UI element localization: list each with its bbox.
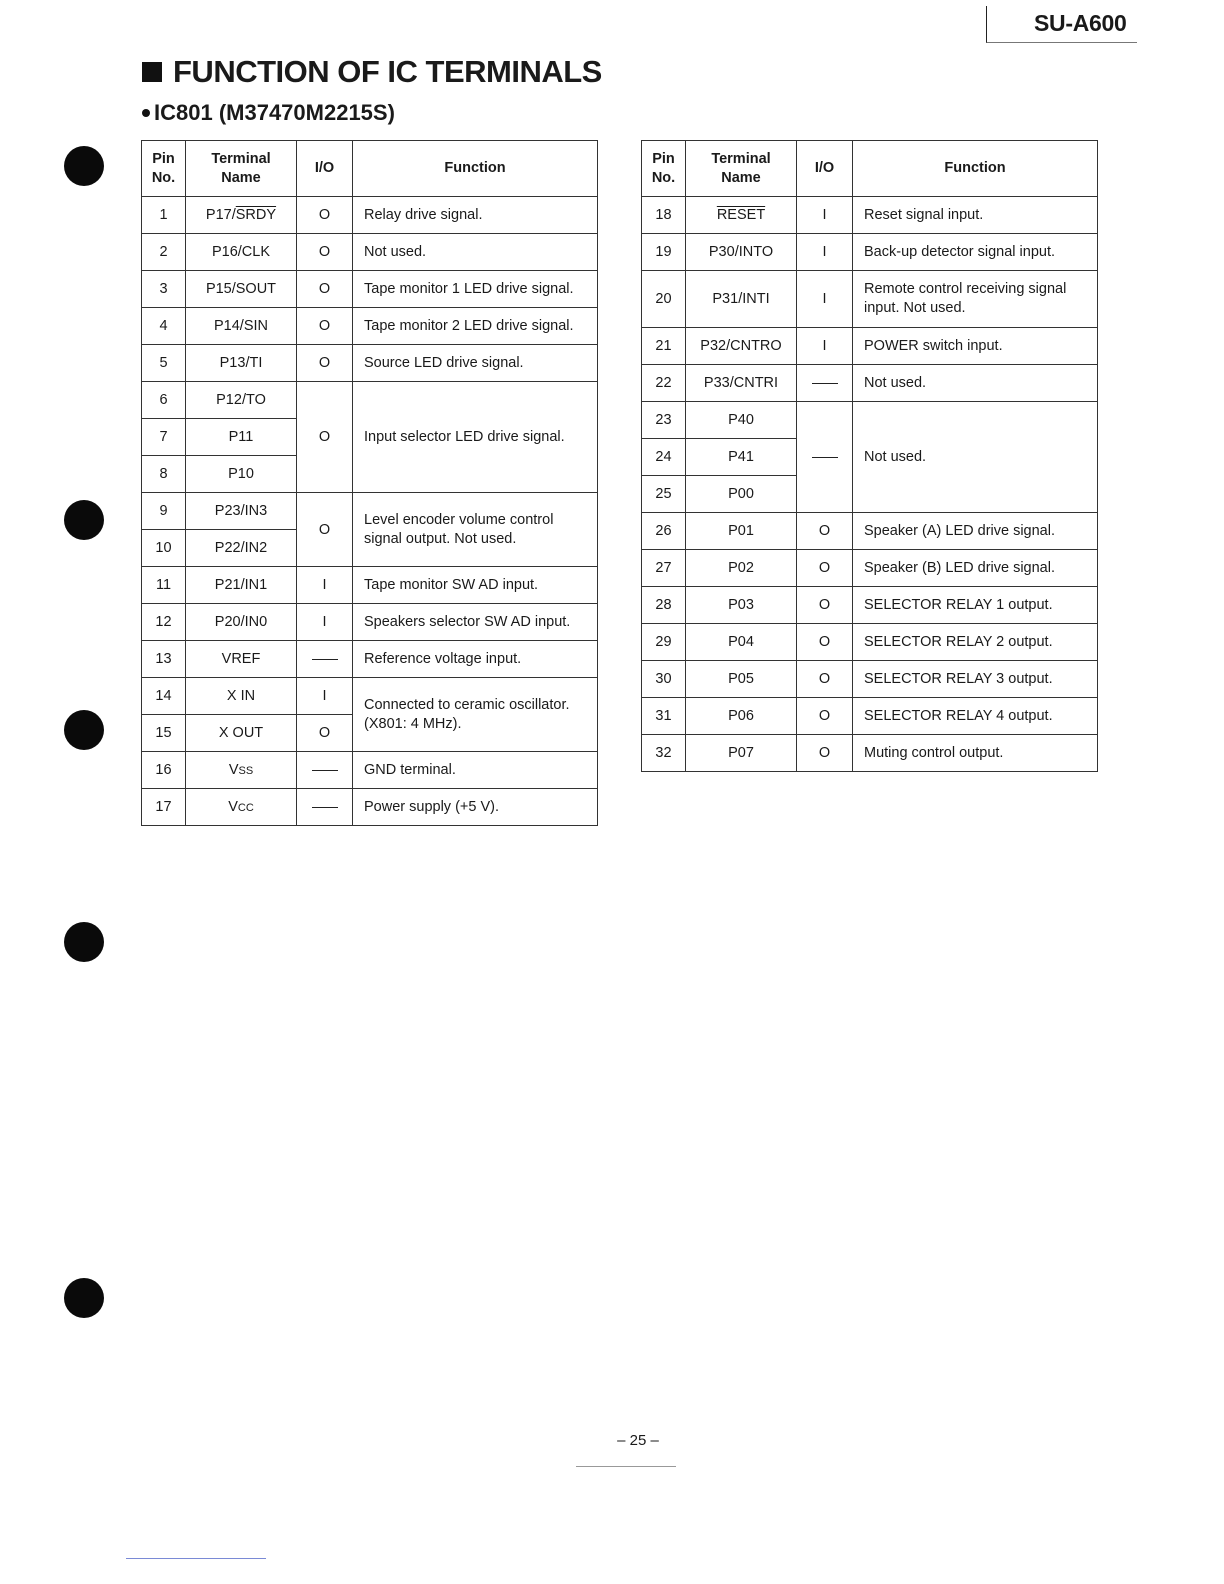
dash-icon: [812, 457, 838, 458]
terminal-cell: P15/SOUT: [186, 271, 297, 308]
io-cell: O: [297, 493, 353, 567]
function-cell: SELECTOR RELAY 3 output.: [853, 661, 1098, 698]
ic-subtitle-text: IC801 (M37470M2215S): [154, 100, 395, 125]
pin-cell: 3: [142, 271, 186, 308]
pin-cell: 4: [142, 308, 186, 345]
function-cell: Not used.: [853, 402, 1098, 513]
dash-icon: [312, 807, 338, 808]
table-row: [642, 698, 1098, 735]
terminal-cell: P13/TI: [186, 345, 297, 382]
header-function: Function: [853, 141, 1098, 197]
binder-hole-icon: [64, 1278, 104, 1318]
terminal-cell: P01: [686, 513, 797, 550]
table-row: [142, 382, 598, 419]
page-title: [142, 54, 602, 90]
io-cell: I: [797, 328, 853, 365]
table-row: [642, 513, 1098, 550]
binder-hole-icon: [64, 710, 104, 750]
table-row: [642, 271, 1098, 328]
terminal-cell: P40: [686, 402, 797, 439]
table-row: [642, 735, 1098, 772]
header-io: I/O: [797, 141, 853, 197]
function-cell: Reference voltage input.: [353, 641, 598, 678]
terminal-cell: P06: [686, 698, 797, 735]
terminal-cell: P30/INTO: [686, 234, 797, 271]
table-row: [142, 308, 598, 345]
table-row: [142, 234, 598, 271]
io-cell: [297, 752, 353, 789]
terminal-cell: P31/INTI: [686, 271, 797, 328]
square-bullet-icon: [142, 62, 162, 82]
function-cell: Tape monitor SW AD input.: [353, 567, 598, 604]
round-bullet-icon: [142, 109, 150, 117]
io-cell: O: [297, 308, 353, 345]
table-row: [142, 271, 598, 308]
terminal-table-left: [141, 140, 598, 826]
page-title-text: FUNCTION OF IC TERMINALS: [173, 54, 602, 89]
function-cell: Not used.: [853, 365, 1098, 402]
terminal-cell: P02: [686, 550, 797, 587]
binder-hole-icon: [64, 146, 104, 186]
pin-cell: 5: [142, 345, 186, 382]
function-cell: Power supply (+5 V).: [353, 789, 598, 826]
function-cell: Tape monitor 1 LED drive signal.: [353, 271, 598, 308]
pin-cell: 31: [642, 698, 686, 735]
dash-icon: [812, 383, 838, 384]
table-row: [142, 197, 598, 234]
function-cell: Speaker (A) LED drive signal.: [853, 513, 1098, 550]
io-cell: O: [297, 271, 353, 308]
table-row: [142, 604, 598, 641]
pin-cell: 11: [142, 567, 186, 604]
terminal-cell: VREF: [186, 641, 297, 678]
function-cell: Back-up detector signal input.: [853, 234, 1098, 271]
terminal-cell: P00: [686, 476, 797, 513]
io-cell: O: [797, 513, 853, 550]
table-row: [142, 493, 598, 530]
io-cell: O: [297, 715, 353, 752]
terminal-cell: P33/CNTRI: [686, 365, 797, 402]
function-cell: Reset signal input.: [853, 197, 1098, 234]
io-cell: [297, 789, 353, 826]
pin-cell: 17: [142, 789, 186, 826]
terminal-cell: X OUT: [186, 715, 297, 752]
binder-hole-icon: [64, 922, 104, 962]
function-cell: SELECTOR RELAY 2 output.: [853, 624, 1098, 661]
table-row: [642, 328, 1098, 365]
pin-cell: 23: [642, 402, 686, 439]
io-cell: [797, 365, 853, 402]
pin-cell: 20: [642, 271, 686, 328]
terminal-cell: P05: [686, 661, 797, 698]
terminal-cell: P41: [686, 439, 797, 476]
io-cell: I: [297, 604, 353, 641]
io-cell: O: [797, 624, 853, 661]
pin-cell: 32: [642, 735, 686, 772]
function-cell: Remote control receiving signal input. Not used.: [853, 271, 1098, 328]
io-cell: O: [797, 698, 853, 735]
pin-cell: 2: [142, 234, 186, 271]
pin-cell: 1: [142, 197, 186, 234]
terminal-cell: P32/CNTRO: [686, 328, 797, 365]
terminal-table-right: [641, 140, 1098, 772]
pin-cell: 18: [642, 197, 686, 234]
table-row: [642, 624, 1098, 661]
pin-cell: 28: [642, 587, 686, 624]
terminal-cell: P04: [686, 624, 797, 661]
header-pin: Pin No.: [142, 141, 186, 197]
pin-cell: 30: [642, 661, 686, 698]
function-cell: Tape monitor 2 LED drive signal.: [353, 308, 598, 345]
table-row: [142, 678, 598, 715]
terminal-cell: VSS: [186, 752, 297, 789]
io-cell: O: [797, 587, 853, 624]
table-row: [142, 567, 598, 604]
table-row: [142, 345, 598, 382]
table-row: [642, 197, 1098, 234]
header-io: I/O: [297, 141, 353, 197]
function-cell: GND terminal.: [353, 752, 598, 789]
io-cell: O: [297, 234, 353, 271]
io-cell: O: [797, 735, 853, 772]
header-terminal: Terminal Name: [186, 141, 297, 197]
terminal-cell: P11: [186, 419, 297, 456]
header-pin: Pin No.: [642, 141, 686, 197]
pin-cell: 13: [142, 641, 186, 678]
function-cell: POWER switch input.: [853, 328, 1098, 365]
terminal-cell: P23/IN3: [186, 493, 297, 530]
terminal-cell: P22/IN2: [186, 530, 297, 567]
io-cell: O: [797, 550, 853, 587]
pin-cell: 7: [142, 419, 186, 456]
table-row: [642, 402, 1098, 439]
terminal-cell: P07: [686, 735, 797, 772]
footer-rule: [576, 1466, 676, 1467]
io-cell: O: [297, 197, 353, 234]
pin-cell: 29: [642, 624, 686, 661]
pin-cell: 14: [142, 678, 186, 715]
terminal-cell: P20/IN0: [186, 604, 297, 641]
scan-edge-line: [126, 1558, 266, 1559]
function-cell: SELECTOR RELAY 1 output.: [853, 587, 1098, 624]
pin-cell: 26: [642, 513, 686, 550]
dash-icon: [312, 770, 338, 771]
pin-cell: 19: [642, 234, 686, 271]
terminal-cell: P12/TO: [186, 382, 297, 419]
terminal-cell: X IN: [186, 678, 297, 715]
ic-subtitle: [142, 100, 395, 126]
pin-cell: 15: [142, 715, 186, 752]
terminal-cell: P03: [686, 587, 797, 624]
pin-cell: 8: [142, 456, 186, 493]
terminal-cell: P10: [186, 456, 297, 493]
function-cell: Not used.: [353, 234, 598, 271]
function-cell: Relay drive signal.: [353, 197, 598, 234]
io-cell: O: [297, 345, 353, 382]
terminal-cell: P16/CLK: [186, 234, 297, 271]
io-cell: I: [797, 234, 853, 271]
io-cell: [797, 402, 853, 513]
terminal-cell: RESET: [686, 197, 797, 234]
function-cell: Connected to ceramic oscillator. (X801: 4 MHz).: [353, 678, 598, 752]
io-cell: I: [297, 567, 353, 604]
table-row: [642, 587, 1098, 624]
header-function: Function: [353, 141, 598, 197]
function-cell: Source LED drive signal.: [353, 345, 598, 382]
table-row: [642, 550, 1098, 587]
terminal-cell: P17/SRDY: [186, 197, 297, 234]
pin-cell: 6: [142, 382, 186, 419]
io-cell: [297, 641, 353, 678]
model-number: SU-A600: [1034, 10, 1127, 36]
table-row: [142, 641, 598, 678]
binder-hole-icon: [64, 500, 104, 540]
function-cell: Speaker (B) LED drive signal.: [853, 550, 1098, 587]
io-cell: O: [797, 661, 853, 698]
pin-cell: 22: [642, 365, 686, 402]
header-terminal: Terminal Name: [686, 141, 797, 197]
terminal-cell: P14/SIN: [186, 308, 297, 345]
function-cell: Input selector LED drive signal.: [353, 382, 598, 493]
pin-cell: 9: [142, 493, 186, 530]
dash-icon: [312, 659, 338, 660]
table-row: [642, 661, 1098, 698]
function-cell: Speakers selector SW AD input.: [353, 604, 598, 641]
pin-cell: 24: [642, 439, 686, 476]
pin-cell: 12: [142, 604, 186, 641]
function-cell: SELECTOR RELAY 4 output.: [853, 698, 1098, 735]
pin-cell: 10: [142, 530, 186, 567]
table-row: [642, 365, 1098, 402]
pin-cell: 25: [642, 476, 686, 513]
io-cell: O: [297, 382, 353, 493]
terminal-cell: VCC: [186, 789, 297, 826]
table-header-row: [642, 141, 1098, 197]
page-number: – 25 –: [617, 1432, 659, 1449]
terminal-cell: P21/IN1: [186, 567, 297, 604]
io-cell: I: [297, 678, 353, 715]
function-cell: Muting control output.: [853, 735, 1098, 772]
io-cell: I: [797, 197, 853, 234]
function-cell: Level encoder volume control signal output. Not used.: [353, 493, 598, 567]
table-header-row: [142, 141, 598, 197]
io-cell: I: [797, 271, 853, 328]
table-row: [142, 789, 598, 826]
table-row: [642, 234, 1098, 271]
pin-cell: 27: [642, 550, 686, 587]
pin-cell: 21: [642, 328, 686, 365]
pin-cell: 16: [142, 752, 186, 789]
table-row: [142, 752, 598, 789]
